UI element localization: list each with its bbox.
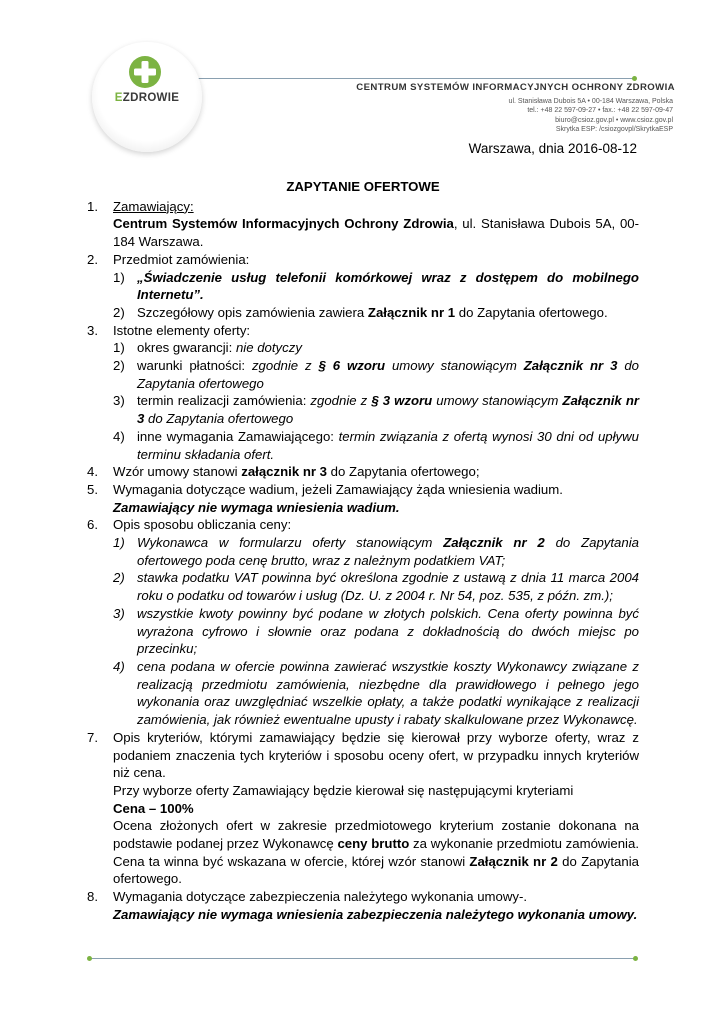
list-item: 4) inne wymagania Zamawiającego: termin związania z ofertą wynosi 30 dni od upływu terminu składania ofert. (113, 428, 639, 462)
section-number: 6. (87, 517, 98, 533)
list-item: 2) stawka podatku VAT powinna być określona zgodnie z ustawą z dnia 11 marca 2004 roku o podatku od towarów i usług (Dz. U. z 2004 r. Nr 54, poz. 535, z późn. zm.); (113, 570, 639, 604)
footer-rule-dot-right (633, 956, 638, 961)
section-5: 5. Wymagania dotyczące wadium, jeżeli Zamawiający żąda wniesienia wadium. Zamawiający nie wymaga wniesienia wadium. (87, 481, 563, 515)
document-date: Warszawa, dnia 2016-08-12 (468, 141, 637, 156)
section-1: 1. Zamawiający: Centrum Systemów Informacyjnych Ochrony Zdrowia, ul. Stanisława Dubois 5A, 00-184 Warszawa. (87, 198, 639, 250)
list-item: 1) „Świadczenie usług telefonii komórkowej wraz z dostępem do mobilnego Internetu”. (113, 269, 639, 303)
section-7: 7. Opis kryteriów, którymi zamawiający będzie się kierował przy wyborze oferty, wraz z podaniem znaczenia tych kryteriów i sposobu oceny ofert, w przypadku innych kryteriów niż cena. Przy wyborze oferty Zamawiający będzie kierował się następującymi kryteriami Cena – 100% Ocena złożonych ofert w zakresie przedmiotowego kryterium zostanie dokonana na podstawie podanej przez Wykonawcę ceny brutto za wykonanie przedmiotu zamówienia. Cena ta winna być wskazana w ofercie, której wzór stanowi Załącznik nr 2 do Zapytania ofertowego. (87, 729, 639, 887)
section-number: 2. (87, 251, 98, 267)
section-number: 5. (87, 481, 98, 497)
org-address (509, 97, 673, 134)
section-number: 1. (87, 198, 98, 214)
section-label: Opis sposobu obliczania ceny: (113, 517, 292, 533)
org-address-line: Skrytka ESP: /csiozgovpl/SkrytkaESP (555, 125, 673, 133)
section-3 (87, 322, 639, 464)
org-address-line: tel.: +48 22 597-09-27 • fax.: +48 22 597-09-47 (527, 107, 673, 115)
section-number: 3. (87, 322, 98, 338)
price-criterion: Cena – 100% (113, 800, 194, 816)
section-label: Przedmiot zamówienia: (113, 251, 250, 267)
section-number: 8. (87, 889, 98, 905)
org-address-line: ul. Stanisława Dubois 5A • 00-184 Warszawa, Polska (508, 98, 673, 105)
no-deposit-note: Zamawiający nie wymaga wniesienia wadium. (113, 499, 400, 515)
org-name: CENTRUM SYSTEMÓW INFORMACYJNYCH OCHRONY ZDROWIA (356, 82, 675, 93)
list-item: 1) okres gwarancji: nie dotyczy (113, 340, 302, 356)
list-item: 1) Wykonawca w formularzu oferty stanowiącym Załącznik nr 2 do Zapytania ofertowego poda cenę brutto, wraz z należnym podatkiem VAT; (113, 535, 639, 568)
no-security-note: Zamawiający nie wymaga wniesienia zabezpieczenia należytego wykonania umowy. (113, 906, 638, 922)
document-body (87, 178, 639, 924)
section-number: 7. (87, 729, 98, 745)
section-8: 8. Wymagania dotyczące zabezpieczenia należytego wykonania umowy-. Zamawiający nie wymaga wniesienia zabezpieczenia należytego wykonania umowy. (87, 889, 638, 922)
list-item: 4) cena podana w ofercie powinna zawierać wszystkie koszty Wykonawcy związane z realizacją przedmiotu zamówienia, niezbędne dla prawidłowego i pełnego jego wykonania oraz uwzględniać wszelkie opłaty, a także podatki wynikające z realizacji zamówienia, jak również ewentualne upusty i rabaty skalkulowane przez Wykonawcę. (113, 658, 639, 728)
org-address-line: biuro@csioz.gov.pl • www.csioz.gov.pl (555, 116, 673, 124)
header-rule (150, 78, 635, 79)
list-item: 2) warunki płatności: zgodnie z § 6 wzoru umowy stanowiącym Załącznik nr 3 do Zapytania ofertowego (113, 358, 639, 391)
medical-cross-icon (127, 54, 163, 90)
list-item: 3) termin realizacji zamówienia: zgodnie z § 3 wzoru umowy stanowiącym Załącznik nr 3 do Zapytania ofertowego (113, 393, 640, 427)
header-rule-dot-right (632, 76, 637, 81)
section-4: 4. Wzór umowy stanowi załącznik nr 3 do Zapytania ofertowego; (87, 464, 480, 480)
section-label: Zamawiający: (113, 198, 194, 214)
contracting-authority-name: Centrum Systemów Informacyjnych Ochrony Zdrowia (113, 216, 454, 232)
footer-rule-dot-left (87, 956, 92, 961)
section-6 (87, 516, 639, 728)
list-item: 3) wszystkie kwoty powinny być podane w złotych polskich. Cena oferty powinna być wyrażona cyfrowo i słownie oraz podana z dokładnością do dwóch miejsc po przecinku; (113, 605, 639, 657)
section-label: Istotne elementy oferty: (113, 322, 251, 338)
document-title: ZAPYTANIE OFERTOWE (286, 179, 440, 194)
footer-rule (90, 958, 635, 959)
list-item: 2) Szczegółowy opis zamówienia zawiera Załącznik nr 1 do Zapytania ofertowego. (113, 304, 608, 320)
logo-wordmark: EZDROWIE (114, 92, 180, 104)
section-number: 4. (87, 464, 98, 480)
section-2 (87, 251, 639, 322)
